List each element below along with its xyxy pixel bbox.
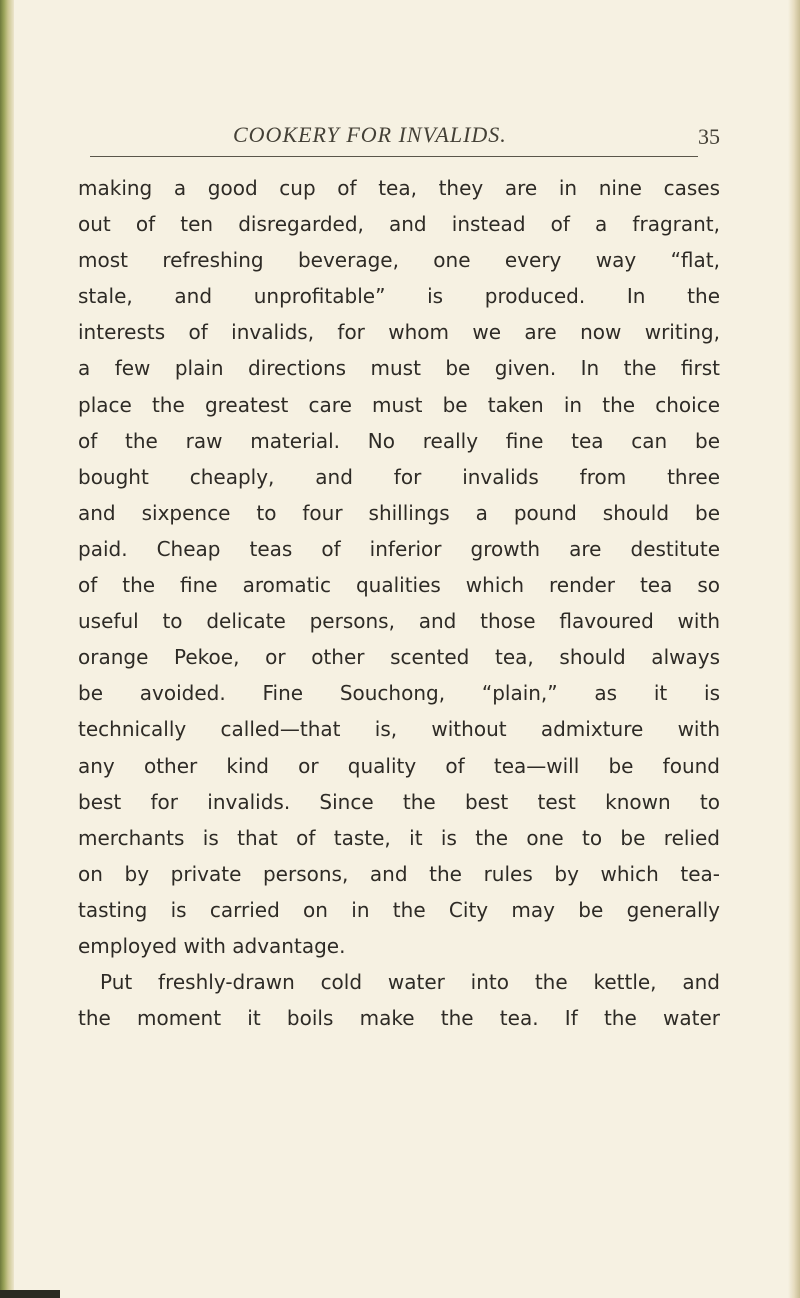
text-line: orange Pekoe, or other scented tea, should always: [78, 645, 720, 670]
text-line: of the fine aromatic qualities which render tea so: [78, 573, 720, 598]
text-line: interests of invalids, for whom we are now writing,: [78, 320, 720, 345]
text-line: of the raw material. No really fine tea can be: [78, 428, 720, 453]
text-line: paid. Cheap teas of inferior growth are destitute: [78, 536, 720, 561]
page-outer-edge: [788, 0, 800, 1298]
text-line: employed with advantage.: [78, 933, 346, 958]
page-binding-edge: [0, 0, 14, 1298]
text-line: a few plain directions must be given. In the first: [78, 356, 720, 381]
text-line: be avoided. Fine Souchong, “plain,” as it is: [78, 681, 720, 706]
text-line: useful to delicate persons, and those flavoured with: [78, 609, 720, 634]
page-bottom-shadow: [0, 1290, 60, 1298]
running-head-title: COOKERY FOR INVALIDS.: [233, 122, 507, 147]
page-number: 35: [698, 124, 720, 149]
text-line: stale, and unprofitable” is produced. In the: [78, 284, 720, 309]
text-line: making a good cup of tea, they are in nine cases: [78, 176, 720, 200]
text-line: most refreshing beverage, one every way “flat,: [78, 248, 720, 273]
text-line: tasting is carried on in the City may be generally: [78, 897, 720, 922]
text-line: any other kind or quality of tea—will be found: [78, 753, 720, 778]
text-line: bought cheaply, and for invalids from three: [78, 464, 720, 489]
text-line: merchants is that of taste, it is the one to be relied: [78, 825, 720, 850]
body-text: [78, 170, 720, 1036]
header-rule: [90, 156, 698, 157]
text-line: the moment it boils make the tea. If the water: [78, 1006, 720, 1031]
text-line: Put freshly-drawn cold water into the kettle, and: [100, 970, 720, 995]
text-line: best for invalids. Since the best test known to: [78, 789, 720, 814]
text-line: on by private persons, and the rules by which tea-: [78, 861, 720, 886]
text-line: out of ten disregarded, and instead of a fragrant,: [78, 212, 720, 237]
text-line: technically called—that is, without admixture with: [78, 717, 720, 742]
text-line: and sixpence to four shillings a pound should be: [78, 500, 720, 525]
text-line: place the greatest care must be taken in the choice: [78, 392, 720, 417]
